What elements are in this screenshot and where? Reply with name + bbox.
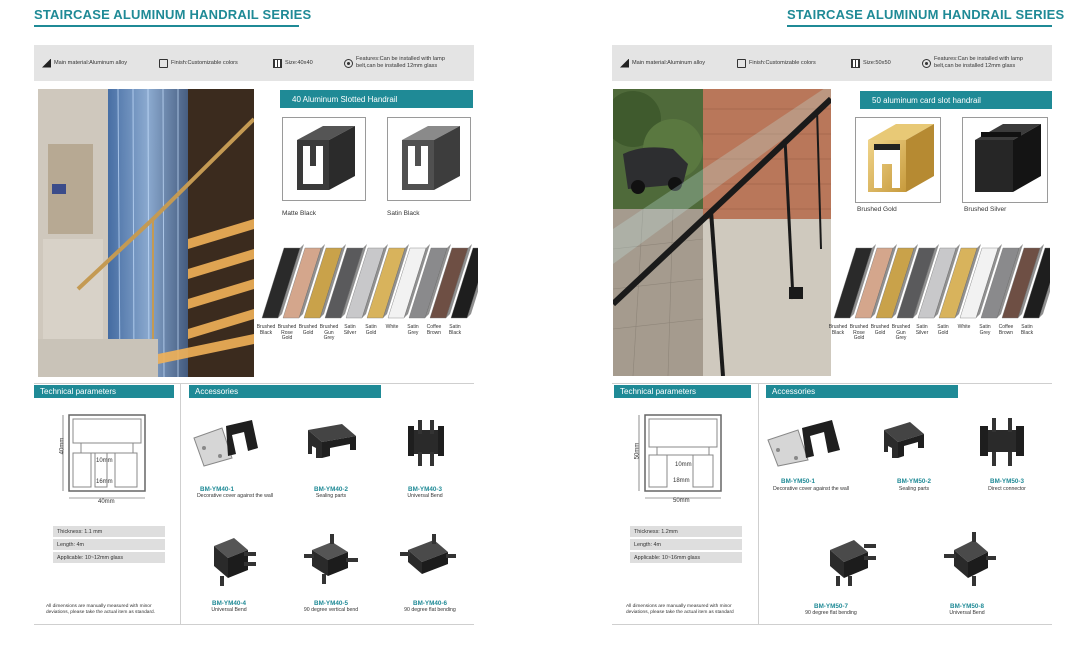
swatch-label: Coffee Brown	[426, 324, 442, 336]
swatch-label: White	[957, 324, 971, 330]
profile-label: Brushed Silver	[964, 206, 1007, 213]
accessory-code: BM-YM50-8	[950, 603, 984, 610]
accessory-desc: 90 degree flat bending	[805, 610, 857, 616]
color-swatches	[258, 242, 478, 320]
cross-section-diagram	[55, 410, 165, 500]
divider	[612, 624, 1052, 625]
accessory-code: BM-YM40-1	[200, 486, 234, 493]
section-accessories: Accessories	[189, 385, 381, 398]
feature-finish: Finish:Customizable colors	[159, 45, 238, 81]
swatch-label: Brushed Gun Grey	[319, 324, 339, 342]
accessory-code: BM-YM40-2	[314, 486, 348, 493]
accessory-desc: 90 degree flat bending	[404, 607, 456, 613]
feature-size: Size:40x40	[273, 45, 313, 81]
accessory-direct-connector-icon	[976, 416, 1030, 473]
divider	[758, 383, 759, 625]
swatch-label: Coffee Brown	[998, 324, 1014, 336]
swatch-label: Brushed Gold	[870, 324, 890, 336]
profile-label: Matte Black	[282, 210, 316, 217]
material-icon	[42, 59, 51, 68]
staircase-photo	[38, 89, 254, 377]
param-thickness: Thickness: 1.1 mm	[53, 526, 165, 537]
profile-matte-black	[282, 117, 366, 201]
accessory-code: BM-YM50-3	[990, 478, 1024, 485]
divider	[34, 624, 474, 625]
color-swatches	[830, 242, 1050, 320]
swatch-bars	[258, 242, 478, 320]
profile-brushed-gold	[855, 117, 941, 203]
swatch-label: Satin Silver	[343, 324, 357, 336]
swatch-label: Satin Grey	[407, 324, 419, 336]
accessory-flat-bend-icon	[820, 532, 880, 591]
feature-size: Size:50x50	[851, 45, 891, 81]
dim-inner: 10mm	[96, 458, 113, 464]
features-bar	[34, 45, 474, 81]
dim-inner: 10mm	[675, 462, 692, 468]
dim-width: 50mm	[673, 498, 690, 504]
product-tag: 40 Aluminum Slotted Handrail	[280, 90, 473, 108]
accessory-wall-cover-icon	[192, 418, 262, 473]
title-underline	[787, 25, 1052, 27]
accessory-desc: Universal Bend	[949, 610, 985, 616]
accessory-universal-bend-icon	[942, 532, 998, 591]
dim-height: 40mm	[59, 437, 66, 455]
swatch-label: Satin Gold	[937, 324, 949, 336]
profile-label: Brushed Gold	[857, 206, 897, 213]
accessory-desc: 90 degree vertical bend	[303, 607, 359, 613]
accessory-desc: Sealing parts	[315, 493, 347, 499]
dim-width: 40mm	[98, 499, 115, 505]
accessory-flat-bend-icon	[398, 532, 458, 587]
accessory-desc: Decorative cover against the wall	[196, 493, 274, 499]
dim-height: 50mm	[634, 442, 641, 460]
finish-icon	[737, 59, 746, 68]
param-length: Length: 4m	[53, 539, 165, 550]
material-icon	[620, 59, 629, 68]
feature-material: Main material:Aluminum alloy	[42, 45, 127, 81]
accessory-sealing-icon	[880, 418, 930, 473]
section-technical-parameters: Technical parameters	[614, 385, 751, 398]
swatch-label: Brushed Gun Grey	[891, 324, 911, 342]
accessory-code: BM-YM50-1	[781, 478, 815, 485]
ruler-icon	[851, 59, 860, 68]
param-glass: Applicable: 10~12mm glass	[53, 552, 165, 563]
accessory-code: BM-YM40-3	[408, 486, 442, 493]
swatch-label: Brushed Rose Gold	[849, 324, 869, 342]
section-accessories: Accessories	[766, 385, 958, 398]
lamp-icon	[922, 59, 931, 68]
feature-finish: Finish:Customizable colors	[737, 45, 816, 81]
swatch-label: Satin Grey	[979, 324, 991, 336]
accessory-wall-cover-icon	[766, 418, 846, 473]
balcony-railing-photo	[613, 89, 831, 376]
accessory-code: BM-YM40-4	[212, 600, 246, 607]
accessory-code: BM-YM50-2	[897, 478, 931, 485]
accessory-code: BM-YM40-6	[413, 600, 447, 607]
page-title: STAIRCASE ALUMINUM HANDRAIL SERIES	[34, 7, 312, 22]
dim-lower: 18mm	[673, 478, 690, 484]
accessory-universal-bend-icon	[402, 418, 452, 473]
profile-label: Satin Black	[387, 210, 420, 217]
accessory-code: BM-YM40-5	[314, 600, 348, 607]
swatch-label: Brushed Black	[828, 324, 848, 336]
divider	[612, 383, 1052, 384]
swatch-label: Satin Black	[1020, 324, 1034, 336]
swatch-label: Brushed Black	[256, 324, 276, 336]
profile-brushed-silver	[962, 117, 1048, 203]
feature-features: Features:Can be installed with lamp belt,can be installed 12mm glass	[344, 45, 445, 81]
feature-features: Features:Can be installed with lamp belt,can be installed 12mm glass	[922, 45, 1023, 81]
swatch-label: Satin Black	[448, 324, 462, 336]
param-glass: Applicable: 10~16mm glass	[630, 552, 742, 563]
title-underline	[34, 25, 299, 27]
accessory-sealing-icon	[302, 420, 362, 471]
finish-icon	[159, 59, 168, 68]
swatch-label: Satin Silver	[915, 324, 929, 336]
param-length: Length: 4m	[630, 539, 742, 550]
accessory-code: BM-YM50-7	[814, 603, 848, 610]
swatch-label: Brushed Rose Gold	[277, 324, 297, 342]
disclaimer-note: All dimensions are manually measured with minor deviations, please take the actual item as standard	[626, 604, 734, 615]
feature-material: Main material:Aluminum alloy	[620, 45, 705, 81]
section-technical-parameters: Technical parameters	[34, 385, 174, 398]
accessory-desc: Sealing parts	[898, 486, 930, 492]
divider	[34, 383, 474, 384]
swatch-label: White	[385, 324, 399, 330]
accessory-desc: Direct connector	[988, 486, 1026, 492]
accessory-desc: Decorative cover against the wall	[772, 486, 850, 492]
catalog-page-50	[544, 0, 1089, 649]
product-tag: 50 aluminum card slot handrail	[860, 91, 1052, 109]
accessory-desc: Universal Bend	[407, 493, 443, 499]
divider	[180, 383, 181, 625]
disclaimer-note: All dimensions are manually measured with minor deviations, please take the actual item as standard.	[46, 604, 156, 615]
swatch-label: Satin Gold	[365, 324, 377, 336]
profile-satin-black	[387, 117, 471, 201]
accessory-desc: Universal Bend	[211, 607, 247, 613]
page-title: STAIRCASE ALUMINUM HANDRAIL SERIES	[787, 7, 1065, 22]
swatch-bars	[830, 242, 1050, 320]
dim-lower: 16mm	[96, 479, 113, 485]
cross-section-diagram	[631, 410, 741, 500]
ruler-icon	[273, 59, 282, 68]
accessory-universal-bend-2-icon	[204, 530, 260, 591]
features-bar	[612, 45, 1052, 81]
accessory-vertical-bend-icon	[300, 530, 360, 591]
swatch-label: Brushed Gold	[298, 324, 318, 336]
lamp-icon	[344, 59, 353, 68]
param-thickness: Thickness: 1.2mm	[630, 526, 742, 537]
